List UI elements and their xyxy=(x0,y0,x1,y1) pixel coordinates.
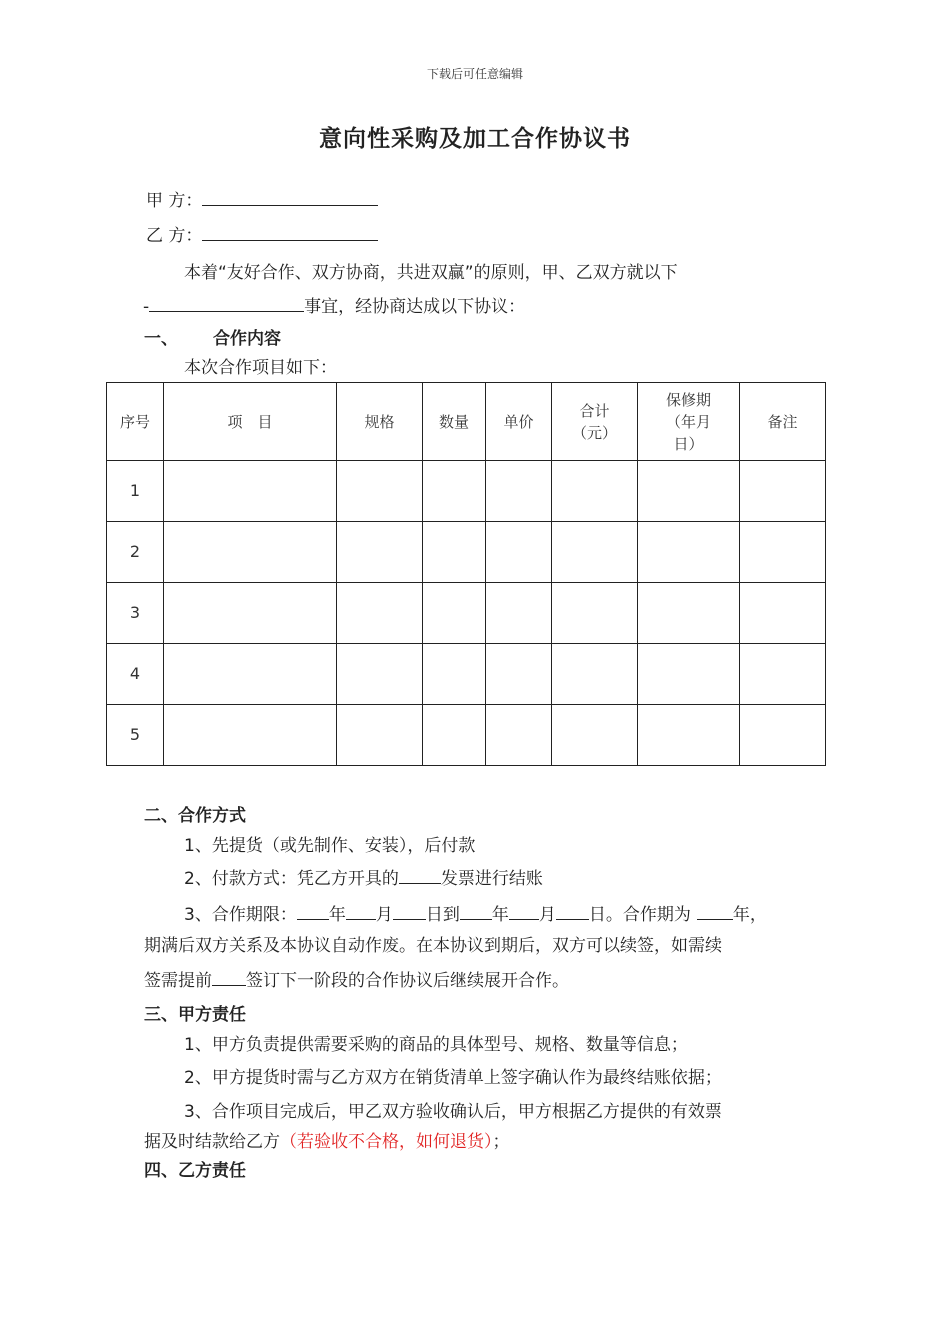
year-text: 年 xyxy=(328,905,346,925)
table-row xyxy=(107,583,826,644)
month-text: 月 xyxy=(538,905,556,925)
table-row xyxy=(107,461,826,522)
end-day-blank[interactable] xyxy=(556,901,589,920)
cell[interactable] xyxy=(423,644,486,705)
end-year-blank[interactable] xyxy=(460,901,492,920)
section-4-heading: 四、乙方责任 xyxy=(144,1161,246,1181)
section-2-item-3 xyxy=(184,900,767,925)
cell[interactable] xyxy=(423,461,486,522)
party-b-blank[interactable] xyxy=(202,222,378,241)
start-month-blank[interactable] xyxy=(346,901,376,920)
cell[interactable] xyxy=(164,583,337,644)
cell[interactable] xyxy=(486,583,552,644)
cell[interactable] xyxy=(638,644,740,705)
header-price: 单价 xyxy=(486,383,552,461)
header-warranty-line1: 保修期 xyxy=(665,390,711,409)
day-end-text: 日。合作期为 xyxy=(588,905,691,925)
cell[interactable] xyxy=(486,461,552,522)
party-a-blank[interactable] xyxy=(202,187,378,206)
cell[interactable] xyxy=(638,583,740,644)
row-seq: 5 xyxy=(107,705,164,766)
section-2-item-2-text-b: 发票进行结账 xyxy=(440,869,543,889)
section-3-item-3-line-1: 3、合作项目完成后，甲乙双方验收确认后，甲方根据乙方提供的有效票 xyxy=(184,1102,722,1122)
section-2-item-2-text-a: 2、付款方式：凭乙方开具的 xyxy=(184,869,399,889)
term-years-blank[interactable] xyxy=(697,901,733,920)
cell[interactable] xyxy=(337,583,423,644)
table-row xyxy=(107,644,826,705)
cell[interactable] xyxy=(486,522,552,583)
cell[interactable] xyxy=(423,583,486,644)
header-spec: 规格 xyxy=(337,383,423,461)
cell[interactable] xyxy=(337,461,423,522)
row-seq: 3 xyxy=(107,583,164,644)
cell[interactable] xyxy=(638,461,740,522)
section-3-item-3-end: ； xyxy=(492,1132,510,1152)
start-year-blank[interactable] xyxy=(297,901,329,920)
cell[interactable] xyxy=(486,705,552,766)
section-2-heading: 二、合作方式 xyxy=(144,806,246,826)
cell[interactable] xyxy=(638,522,740,583)
party-a-label: 甲 方： xyxy=(146,191,203,211)
header-warranty xyxy=(638,383,740,461)
section-1-sub: 本次合作项目如下： xyxy=(184,358,337,378)
intro-line-1: 本着“友好合作、双方协商，共进双赢”的原则，甲、乙双方就以下 xyxy=(184,263,678,283)
section-2-item-3-label: 3、合作期限： xyxy=(184,905,297,925)
cell[interactable] xyxy=(552,461,638,522)
header-total-line2: （元） xyxy=(571,423,617,442)
row-seq: 1 xyxy=(107,461,164,522)
intro-line-2 xyxy=(143,292,525,317)
section-3-item-3-text: 据及时结款给乙方 xyxy=(144,1132,280,1152)
section-2-item-3-line-3-a: 签需提前 xyxy=(144,971,212,991)
table-header-row xyxy=(107,383,826,461)
intro-prefix: - xyxy=(143,297,150,317)
table-row xyxy=(107,522,826,583)
cell[interactable] xyxy=(740,644,826,705)
month-text: 月 xyxy=(375,905,393,925)
cell[interactable] xyxy=(164,522,337,583)
cell[interactable] xyxy=(164,644,337,705)
cell[interactable] xyxy=(337,644,423,705)
header-remark: 备注 xyxy=(740,383,826,461)
cell[interactable] xyxy=(740,461,826,522)
cell[interactable] xyxy=(486,644,552,705)
cell[interactable] xyxy=(164,705,337,766)
cell[interactable] xyxy=(552,705,638,766)
header-total xyxy=(552,383,638,461)
cell[interactable] xyxy=(740,522,826,583)
cell[interactable] xyxy=(423,522,486,583)
section-1-heading xyxy=(144,324,281,349)
party-a-line xyxy=(146,186,378,211)
intro-suffix: 事宜，经协商达成以下协议： xyxy=(304,297,526,317)
header-warranty-line3: 日） xyxy=(673,434,704,453)
end-month-blank[interactable] xyxy=(509,901,539,920)
section-3-item-2: 2、甲方提货时需与乙方双方在销货清单上签字确认作为最终结账依据； xyxy=(184,1068,722,1088)
party-b-line xyxy=(146,221,378,246)
section-2-item-3-line-3-b: 签订下一阶段的合作协议后继续展开合作。 xyxy=(246,971,569,991)
cell[interactable] xyxy=(552,583,638,644)
row-seq: 2 xyxy=(107,522,164,583)
cell[interactable] xyxy=(552,644,638,705)
header-qty: 数量 xyxy=(423,383,486,461)
header-item: 项 目 xyxy=(164,383,337,461)
document-title: 意向性采购及加工合作协议书 xyxy=(319,126,631,152)
day-to-text: 日到 xyxy=(425,905,460,925)
items-table xyxy=(106,382,826,766)
table-row xyxy=(107,705,826,766)
cell[interactable] xyxy=(423,705,486,766)
section-2-item-3-line-3 xyxy=(144,966,569,991)
header-note: 下载后可任意编辑 xyxy=(426,67,523,81)
header-seq: 序号 xyxy=(107,383,164,461)
start-day-blank[interactable] xyxy=(393,901,426,920)
return-policy-note: （若验收不合格，如何退货） xyxy=(280,1132,493,1152)
cell[interactable] xyxy=(164,461,337,522)
cell[interactable] xyxy=(740,705,826,766)
year-text: 年 xyxy=(491,905,509,925)
advance-days-blank[interactable] xyxy=(212,967,246,986)
section-1-title: 合作内容 xyxy=(213,329,281,349)
section-1-num: 一、 xyxy=(144,329,178,349)
header-warranty-line2: （年月 xyxy=(665,412,711,431)
cell[interactable] xyxy=(740,583,826,644)
cell[interactable] xyxy=(337,522,423,583)
cell[interactable] xyxy=(638,705,740,766)
cell[interactable] xyxy=(337,705,423,766)
section-2-item-2 xyxy=(184,864,543,889)
cell[interactable] xyxy=(552,522,638,583)
section-2-item-3-line-2: 期满后双方关系及本协议自动作废。在本协议到期后，双方可以续签，如需续 xyxy=(144,936,722,956)
section-3-item-3-line-2 xyxy=(144,1127,510,1152)
invoice-type-blank[interactable] xyxy=(399,865,441,884)
header-total-line1: 合计 xyxy=(579,401,610,420)
row-seq: 4 xyxy=(107,644,164,705)
section-3-item-1: 1、甲方负责提供需要采购的商品的具体型号、规格、数量等信息； xyxy=(184,1035,688,1055)
party-b-label: 乙 方： xyxy=(146,226,203,246)
year-end-text: 年， xyxy=(732,905,767,925)
section-3-heading: 三、甲方责任 xyxy=(144,1005,246,1025)
section-2-item-1: 1、先提货（或先制作、安装），后付款 xyxy=(184,836,476,856)
intro-subject-blank[interactable] xyxy=(149,293,304,312)
